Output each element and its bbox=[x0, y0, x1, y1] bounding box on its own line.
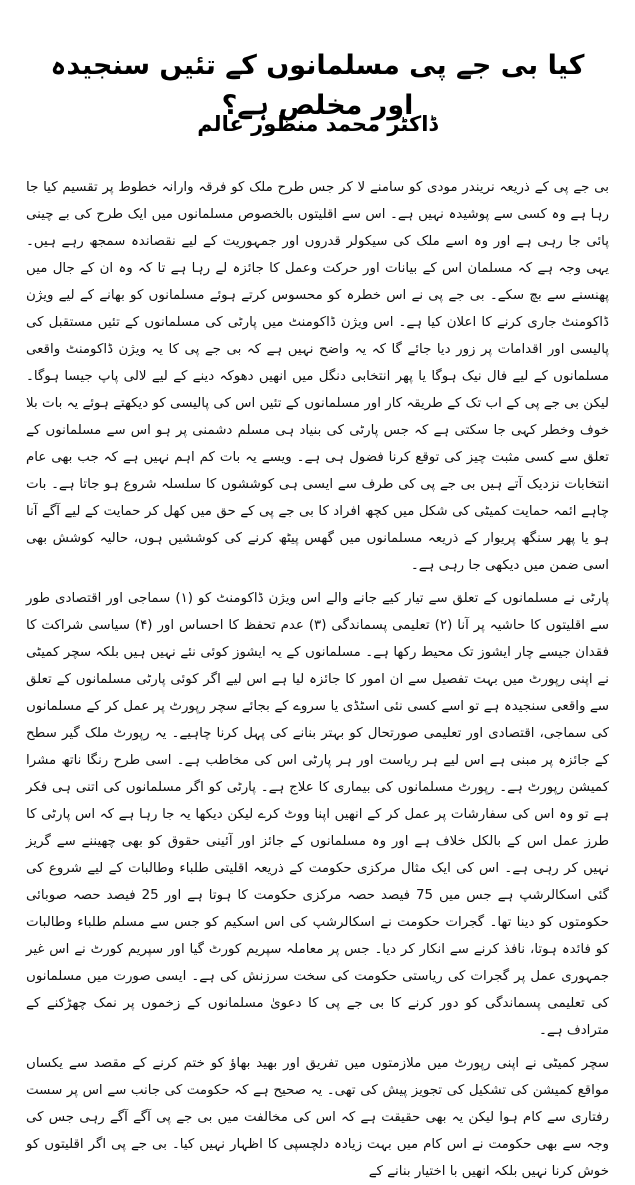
article-body bbox=[26, 174, 609, 1185]
article-author: ڈاکٹر محمد منظور عالم bbox=[197, 112, 438, 136]
article-paragraph-1: بی جے پی کے ذریعہ نریندر مودی کو سامنے لا کر جس طرح ملک کو فرقہ وارانہ خطوط پر تقسیم کیا جا رہا ہے وہ کسی سے پوشیدہ نہیں ہے۔ اس سے اقلیتوں بالخصوص مسلمانوں میں ایک طرح کی بے چینی پائی جا رہی ہے اور وہ اسے ملک کی سیکولر قدروں اور جمہوریت کے لیے نقصاندہ سمجھ رہے ہیں۔ یہی وجہ ہے کہ مسلمان اس کے بیانات اور حرکت وعمل کا جائزہ لے رہا ہے تا کہ وہ ان کے جال میں پھنسنے سے بچ سکے۔ بی جے پی نے اس خطرہ کو محسوس کرتے ہوئے مسلمانوں کو بھانے کے لیے ویژن ڈاکومنٹ جاری کرنے کا اعلان کیا ہے۔ اس ویژن ڈاکومنٹ میں پارٹی کی مسلمانوں کے تئیں مستقبل کی پالیسی اور اقدامات پر زور دیا جائے گا کہ یہ واضح نہیں ہے کہ بی جے پی کا یہ ویژن ڈاکومنٹ واقعی مسلمانوں کے لیے فال نیک ہوگا یا پھر انتخابی دنگل میں انھیں دھوکہ دینے کے لیے لالی پاپ جیسا ہوگا۔ لیکن بی جے پی کے اب تک کے طریقہ کار اور مسلمانوں کے تئیں اس کی پالیسی کو دیکھتے ہوئے یہ بات بلا خوف وخطر کہی جا سکتی ہے کہ جس پارٹی کی بنیاد ہی مسلم دشمنی پر ہو اس سے مسلمانوں کے تعلق سے کسی مثبت چیز کی توقع کرنا فضول ہی ہے۔ ویسے یہ بات کم اہم نہیں ہے کہ جب بھی عام انتخابات نزدیک آتے ہیں بی جے پی کی طرف سے ایسی ہی کوششوں کا سلسلہ شروع ہو جاتا ہے۔ بات چاہے ائمہ حمایت کمیٹی کی شکل میں کچھ افراد کا بی جے پی کے حق میں کھل کر حمایت کے لیے آگے آنا ہو یا پھر سنگھ پریوار کے ذریعہ مسلمانوں میں گھس پیٹھ کرنے کی کوششیں ہوں، حالیہ کوشش بھی اسی ضمن میں دیکھی جا رہی ہے۔ bbox=[26, 180, 609, 573]
article-title: کیا بی جے پی مسلمانوں کے تئیں سنجیدہ اور مخلص ہے؟ bbox=[50, 50, 585, 121]
article-paragraph-2: پارٹی نے مسلمانوں کے تعلق سے تیار کیے جانے والے اس ویژن ڈاکومنٹ کو (۱) سماجی اور اقتصادی طور سے اقلیتوں کا حاشیہ پر آنا (۲) تعلیمی پسماندگی (۳) عدم تحفظ کا احساس اور (۴) سیاسی شراکت کا فقدان جیسے چار ایشوز تک محیط رکھا ہے۔ مسلمانوں کے یہ ایشوز کوئی نئے نہیں ہیں بلکہ سچر کمیٹی نے اپنی رپورٹ میں بہت تفصیل سے ان امور کا جائزہ لیا ہے اس لیے اگر کوئی پارٹی مسلمانوں کے تعلق سے واقعی سنجیدہ ہے تو اسے کسی نئی اسٹڈی یا سروے کے بجائے سچر رپورٹ پر عمل کر کے مسلمانوں کی سماجی، اقتصادی اور تعلیمی صورتحال کو بہتر بنانے کی پہل کرنا چاہیے۔ یہ رپورٹ ملک گیر سطح کے جائزہ پر مبنی ہے اس لیے ہر ریاست اور ہر پارٹی اس کی مخاطب ہے۔ اسی طرح رنگا ناتھ مشرا کمیشن رپورٹ ہے۔ رپورٹ مسلمانوں کی بیماری کا علاج ہے۔ پارٹی کو اگر مسلمانوں کی اتنی ہی فکر ہے تو وہ اس کی سفارشات پر عمل کر کے انھیں اپنا ووٹ کرے لیکن دیکھا یہ جا رہا ہے کہ اس پارٹی کا طرز عمل اس کے بالکل خلاف ہے اور وہ مسلمانوں کے جائز اور آئینی حقوق کو بھی چھیننے سے گریز نہیں کر رہی ہے۔ اس کی ایک مثال مرکزی حکومت کے ذریعہ اقلیتی طلباء وطالبات کے لیے شروع کی گئی اسکالرشپ ہے جس میں 75 فیصد حصہ مرکزی حکومت کا ہوتا ہے اور 25 فیصد حصہ صوبائی حکومتوں کو دینا تھا۔ گجرات حکومت نے اسکالرشپ کی اس اسکیم کو جس سے مسلم طلباء وطالبات کو فائدہ ہوتا، نافذ کرنے سے انکار کر دیا۔ جس پر معاملہ سپریم کورٹ گیا اور سپریم کورٹ نے اس غیر جمہوری عمل پر گجرات کی ریاستی حکومت کی سخت سرزنش کی ہے۔ ایسی صورت میں مسلمانوں کی تعلیمی پسماندگی کو دور کرنے کا بی جے پی کا دعویٰ مسلمانوں کے زخموں پر نمک چھڑکنے کے مترادف ہے۔ bbox=[26, 591, 609, 1038]
article-paragraph-3: سچر کمیٹی نے اپنی رپورٹ میں ملازمتوں میں تفریق اور بھید بھاؤ کو ختم کرنے کے مقصد سے یکساں مواقع کمیشن کی تشکیل کی تجویز پیش کی تھی۔ یہ صحیح ہے کہ حکومت کی جانب سے اس پر سست رفتاری سے کام ہوا لیکن یہ بھی حقیقت ہے کہ اس کی مخالفت میں بی جے پی آگے آگے رہی جس کی وجہ سے بھی حکومت نے اس کام میں بہت زیادہ دلچسپی کا اظہار نہیں کیا۔ بی جے پی اگر اقلیتوں کو خوش کرنا نہیں بلکہ انھیں با اختیار بنانے کے bbox=[26, 1056, 609, 1179]
